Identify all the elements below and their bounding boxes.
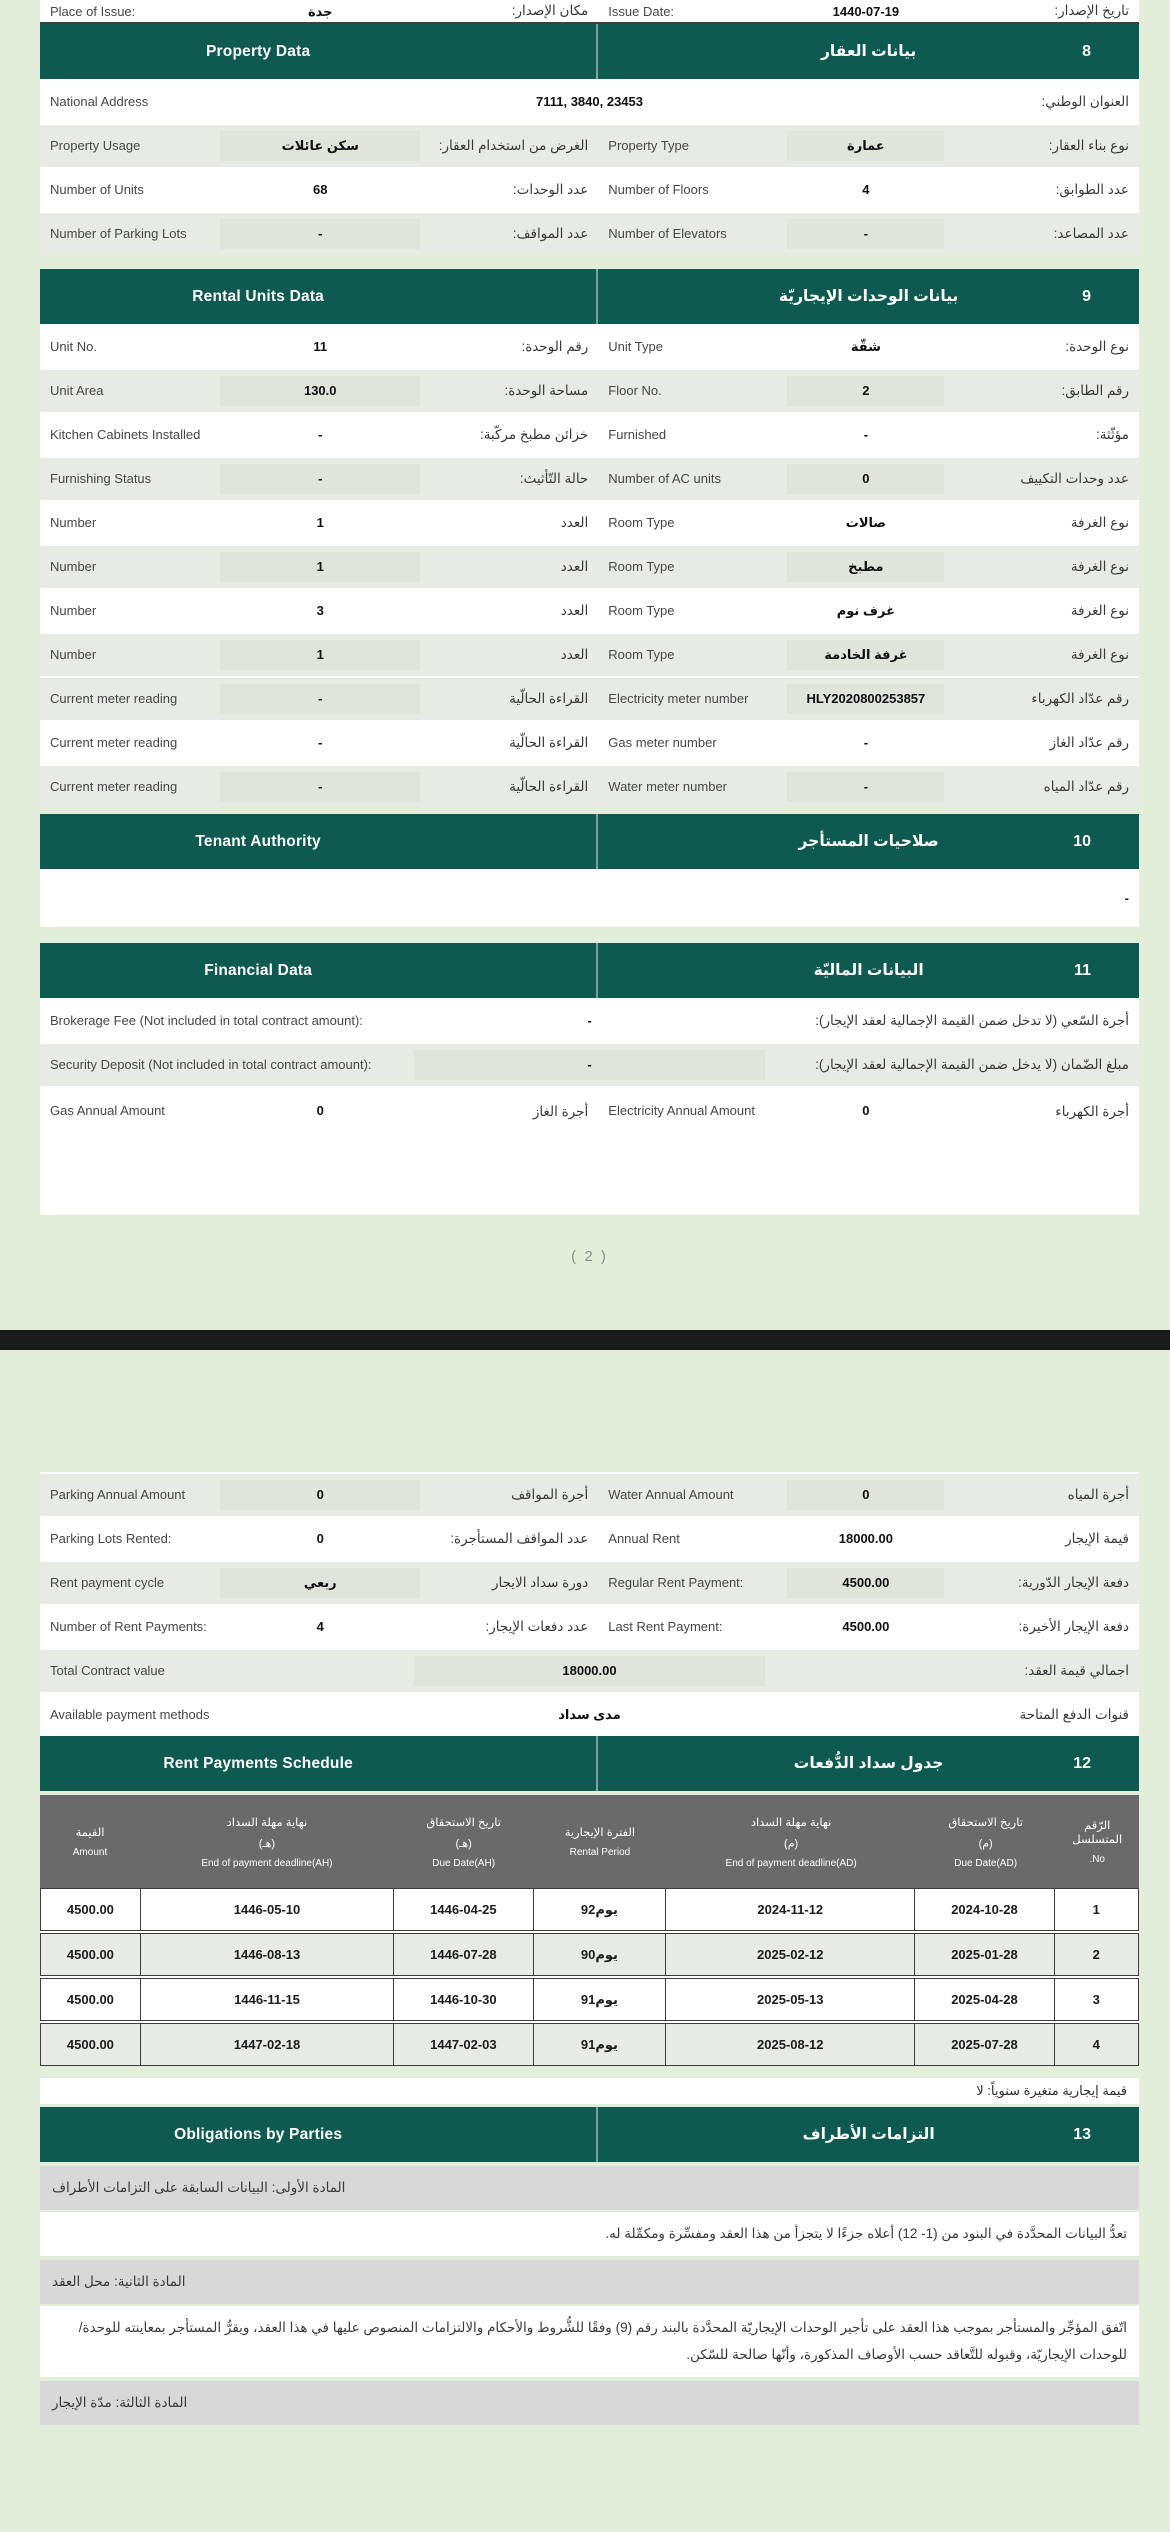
- table-row: [40, 456, 1139, 500]
- page-2-content: [0, 0, 1170, 1265]
- field-value: 0: [862, 1103, 870, 1118]
- tenant-authority-body: [40, 869, 1139, 927]
- section-title-ar: بيانات الوحدات الإيجاريّة: [778, 288, 959, 305]
- field-label-ar: رقم عدّاد الكهرباء: [1031, 690, 1129, 706]
- field-label-en: Regular Rent Payment:: [608, 1574, 744, 1590]
- field-label-ar: القراءة الحالّية: [509, 690, 589, 706]
- section-header-right: [598, 2107, 1139, 2162]
- field-label-en: Parking Annual Amount: [50, 1486, 186, 1502]
- field-label-en: Room Type: [608, 602, 675, 618]
- field-label-ar: عدد دفعات الإيجار:: [485, 1618, 589, 1634]
- field-label-ar: عدد المواقف:: [512, 225, 589, 241]
- section-number: 9: [1082, 287, 1091, 305]
- field-label-ar: القراءة الحالّية: [509, 778, 589, 794]
- section-title-ar: التزامات الأطراف: [802, 2126, 935, 2143]
- field-value: سكن عائلات: [220, 131, 420, 162]
- field-label-ar: نوع الغرفة: [1070, 558, 1129, 574]
- field-label-ar: نوع الغرفة: [1070, 646, 1129, 662]
- table-row: [40, 588, 1139, 632]
- field-value: 3: [316, 602, 324, 618]
- section-title-ar: البيانات الماليّة: [813, 962, 924, 979]
- field-label-en: Unit Area: [50, 382, 104, 398]
- section-title-en: Rent Payments Schedule: [40, 1736, 598, 1791]
- field-label-en: Number of Rent Payments:: [50, 1618, 207, 1634]
- field-label-en: Electricity meter number: [608, 690, 749, 706]
- payment-cell: 4: [1092, 2037, 1100, 2052]
- payment-cell: 4500.00: [41, 1979, 141, 2020]
- section-title-en: Tenant Authority: [40, 814, 598, 869]
- table-row: [40, 1692, 1139, 1736]
- field-label-ar: مبلغ الضّمان (لا يدخل ضمن القيمة الإجمالية لعقد الإيجار):: [815, 1056, 1129, 1072]
- field-label-en: Brokerage Fee (Not included in total contract amount):: [50, 1012, 363, 1028]
- field-value: 1440-07-19: [832, 4, 900, 20]
- section-header-right: [598, 1736, 1139, 1791]
- table-row: [40, 544, 1139, 588]
- payment-cell: 2024-10-28: [915, 1889, 1054, 1930]
- field-label-en: Room Type: [608, 514, 675, 530]
- field-value: -: [318, 734, 323, 750]
- field-label-ar: العدد: [560, 514, 589, 530]
- field-label-en: Unit No.: [50, 338, 97, 354]
- field-value: 1: [316, 514, 324, 530]
- section-rental-units: [40, 269, 1139, 808]
- field-label-en: Property Type: [608, 137, 689, 153]
- section-title-ar: بيانات العقار: [821, 43, 917, 60]
- field-label-ar: نوع بناء العقار:: [1048, 137, 1129, 153]
- field-label-en: Number of Parking Lots: [50, 225, 187, 241]
- field-label-ar: تاريخ الإصدار:: [1054, 3, 1129, 18]
- financial-continued-rows: [40, 1472, 1139, 1736]
- field-value: -: [414, 1050, 766, 1081]
- payments-header-row: [40, 1795, 1139, 1888]
- payments-column-header: تاريخ الاستحقاق (م) Due Date(AD): [948, 1816, 1023, 1869]
- section-title-ar: صلاحيات المستأجر: [798, 833, 939, 850]
- field-value: مدى سداد: [558, 1706, 621, 1722]
- payment-cell: 2025-07-28: [915, 2024, 1054, 2065]
- payments-column-header: نهاية مهلة السداد (م) End of payment deadline(AD): [725, 1816, 857, 1869]
- section-property-data: [40, 24, 1139, 255]
- section-title-en: Property Data: [40, 24, 598, 79]
- field-value: 18000.00: [414, 1656, 766, 1687]
- field-label-en: Number: [50, 558, 97, 574]
- payment-cell: 2025-08-12: [666, 2024, 915, 2065]
- section-header-right: [598, 24, 1139, 79]
- field-label-en: Total Contract value: [50, 1662, 165, 1678]
- field-label-ar: مؤثّثة:: [1095, 426, 1129, 442]
- clause-heading: المادة الثالثة: مدّة الإيجار: [40, 2381, 1139, 2425]
- field-label-ar: رقم عدّاد الغاز: [1049, 734, 1129, 750]
- field-label-ar: عدد المصاعد:: [1053, 225, 1129, 241]
- section-rent-payments: [40, 1736, 1139, 2104]
- page-number: ( 2 ): [571, 1248, 608, 1265]
- section-title-en: Financial Data: [40, 943, 598, 998]
- field-label-ar: أجرة المواقف: [511, 1486, 589, 1502]
- field-value: -: [220, 772, 420, 803]
- payment-cell: 4500.00: [41, 2024, 141, 2065]
- field-value: -: [220, 219, 420, 250]
- field-value: 11: [313, 338, 328, 354]
- clause-text: تعدُّ البيانات المحدَّدة في البنود من (1- 12) أعلاه جزءًا لا يتجزأ من هذا العقد ومفسِّرة ومكمِّلة له.: [40, 2212, 1139, 2256]
- field-value: -: [587, 1012, 592, 1028]
- field-label-ar: العدد: [560, 602, 589, 618]
- field-label-en: Number: [50, 646, 97, 662]
- payments-column-header: نهاية مهلة السداد (هـ) End of payment deadline(AH): [201, 1816, 333, 1869]
- payments-column-header: الفترة الإيجارية Rental Period: [564, 1827, 636, 1858]
- table-row: [40, 1604, 1139, 1648]
- table-row: [40, 1086, 1139, 1215]
- table-row: [40, 1648, 1139, 1692]
- table-row: [40, 167, 1139, 211]
- payment-cell: 2025-02-12: [666, 1934, 915, 1975]
- field-value: -: [863, 734, 869, 750]
- field-label-ar: نوع الوحدة:: [1065, 338, 1129, 354]
- field-value: مطبخ: [787, 552, 944, 583]
- section-number: 11: [1074, 961, 1091, 979]
- section-rows: [40, 324, 1139, 808]
- section-header: [40, 943, 1139, 998]
- payment-cell: 91يوم: [534, 1979, 667, 2020]
- field-label-en: Room Type: [608, 646, 675, 662]
- field-value: 2: [787, 376, 944, 407]
- section-header: [40, 2107, 1139, 2162]
- field-label-ar: قيمة الإيجار: [1065, 1530, 1129, 1546]
- field-label-ar: رقم الوحدة:: [521, 338, 589, 354]
- table-row: [40, 676, 1139, 720]
- field-value: -: [220, 684, 420, 715]
- field-label-ar: عدد المواقف المستأجرة:: [450, 1530, 589, 1546]
- empty-value-dash: -: [1124, 890, 1129, 906]
- table-row: [40, 632, 1139, 676]
- field-label-en: Place of Issue:: [50, 4, 136, 20]
- payments-column-header: القيمة Amount: [72, 1827, 108, 1858]
- payment-cell: 1446-11-15: [141, 1979, 394, 2020]
- field-value: 1: [220, 640, 420, 671]
- payment-cell: 1447-02-18: [141, 2024, 394, 2065]
- field-value: 7111, 3840, 23453: [535, 93, 643, 109]
- field-label-ar: عدد الطوابق:: [1055, 181, 1129, 197]
- field-label-en: Issue Date:: [608, 4, 675, 20]
- variable-rent-note: قيمة إيجارية متغيرة سنوياً: لا: [40, 2078, 1139, 2104]
- payment-cell: 91يوم: [534, 2024, 667, 2065]
- field-value: -: [787, 219, 944, 250]
- clause-text: اتّفق المؤجِّر والمستأجر بموجب هذا العقد على تأجير الوحدات الإيجاريّة المحدَّدة بالبند رقم (9) وفقًا للشُّروط والأحكام والالتزامات المنصوص عليها في هذا العقد، ويقرُّ المستأجر بمعاينته للوحدة/للوحدات الإيجاريّة، وقبوله للتَّعاقد حسب الأوصاف المذكورة، وأنّها صالحة للسّكن.: [40, 2306, 1139, 2377]
- field-label-en: Property Usage: [50, 137, 141, 153]
- field-label-en: Number of Elevators: [608, 225, 727, 241]
- field-label-ar: نوع الغرفة: [1070, 602, 1129, 618]
- section-number: 10: [1073, 832, 1091, 850]
- payment-cell: 4500.00: [41, 1934, 141, 1975]
- clause-heading: المادة الثانية: محل العقد: [40, 2260, 1139, 2304]
- field-label-ar: العدد: [560, 646, 589, 662]
- table-row: [40, 324, 1139, 368]
- table-row: [40, 1042, 1139, 1086]
- payment-cell: 2025-01-28: [915, 1934, 1054, 1975]
- field-value: 4: [316, 1618, 324, 1634]
- field-value: -: [220, 464, 420, 495]
- field-value: 130.0: [220, 376, 420, 407]
- field-label-en: Current meter reading: [50, 690, 178, 706]
- section-obligations: [40, 2107, 1139, 2425]
- section-header: [40, 1736, 1139, 1791]
- clause-heading: المادة الأولى: البيانات السابقة على التزامات الأطراف: [40, 2166, 1139, 2210]
- field-label-ar: الغرض من استخدام العقار:: [438, 137, 589, 153]
- field-label-en: Current meter reading: [50, 778, 178, 794]
- field-label-ar: خزائن مطبخ مركّبة:: [479, 426, 589, 442]
- section-title-en: Rental Units Data: [40, 269, 598, 324]
- field-value: غرف نوم: [836, 602, 895, 618]
- section-financial-data: [40, 943, 1139, 1215]
- field-label-en: Number: [50, 602, 97, 618]
- table-row: [40, 1516, 1139, 1560]
- table-row: [40, 500, 1139, 544]
- payments-column-header: تاريخ الاستحقاق (هـ) Due Date(AH): [426, 1816, 501, 1869]
- section-title-ar: جدول سداد الدُّفعات: [793, 1755, 944, 1772]
- field-label-en: Gas meter number: [608, 734, 717, 750]
- payments-column-header: الرّقم المتسلسل .No: [1072, 1820, 1123, 1865]
- page-3-content: [0, 1350, 1170, 2425]
- field-value: غرفة الخادمة: [787, 640, 944, 671]
- section-header-right: [598, 814, 1139, 869]
- payment-cell: 92يوم: [534, 1889, 667, 1930]
- field-value: 0: [316, 1530, 324, 1546]
- field-value: صالات: [845, 514, 886, 530]
- payment-cell: 2025-04-28: [915, 1979, 1054, 2020]
- field-value: جدة: [307, 4, 333, 20]
- table-row: [40, 412, 1139, 456]
- table-row: [40, 720, 1139, 764]
- payment-row: [40, 1978, 1139, 2021]
- section-rows: [40, 998, 1139, 1215]
- payment-row: [40, 1933, 1139, 1976]
- field-label-en: Floor No.: [608, 382, 662, 398]
- field-label-ar: حالة التّأثيث:: [519, 470, 589, 486]
- field-label-en: Available payment methods: [50, 1706, 210, 1722]
- table-row: [40, 1472, 1139, 1516]
- field-label-en: Parking Lots Rented:: [50, 1530, 172, 1546]
- field-label-en: Water meter number: [608, 778, 728, 794]
- section-header: [40, 269, 1139, 324]
- section-title-en: Obligations by Parties: [40, 2107, 598, 2162]
- payment-cell: 1447-02-03: [394, 2024, 533, 2065]
- payments-body: [40, 1888, 1139, 2066]
- field-value: 4: [862, 181, 870, 197]
- field-label-ar: مساحة الوحدة:: [504, 382, 589, 398]
- field-label-en: Electricity Annual Amount: [608, 1103, 755, 1118]
- payment-cell: 2: [1092, 1947, 1100, 1962]
- field-label-en: Furnishing Status: [50, 470, 152, 486]
- table-row: [40, 764, 1139, 808]
- field-value: 4500.00: [787, 1568, 944, 1599]
- field-value: 68: [313, 181, 328, 197]
- field-label-en: National Address: [50, 93, 149, 109]
- field-label-ar: القراءة الحالّية: [509, 734, 589, 750]
- field-label-ar: رقم عدّاد المياه: [1043, 778, 1129, 794]
- table-row: [40, 211, 1139, 255]
- page-break-divider: [0, 1330, 1170, 1350]
- field-label-en: Number of Floors: [608, 181, 709, 197]
- field-label-en: Number of Units: [50, 181, 144, 197]
- field-value: HLY2020800253857: [787, 684, 944, 715]
- payment-cell: 3: [1092, 1992, 1100, 2007]
- field-label-ar: دفعة الإيجار الأخيرة:: [1018, 1618, 1129, 1634]
- section-number: 13: [1073, 2125, 1091, 2143]
- field-value: عمارة: [787, 131, 944, 162]
- table-row: [40, 123, 1139, 167]
- table-row: [40, 79, 1139, 123]
- field-value: 18000.00: [838, 1530, 893, 1546]
- section-number: 12: [1073, 1754, 1091, 1772]
- field-value: شقّة: [850, 338, 881, 354]
- field-label-en: Last Rent Payment:: [608, 1618, 723, 1634]
- field-value: ربعي: [220, 1568, 420, 1599]
- field-label-ar: اجمالي قيمة العقد:: [1024, 1662, 1129, 1678]
- field-label-ar: دورة سداد الايجار: [491, 1574, 589, 1590]
- field-label-ar: العنوان الوطني:: [1041, 93, 1129, 109]
- payment-cell: 4500.00: [41, 1889, 141, 1930]
- table-row: [40, 998, 1139, 1042]
- field-label-ar: مكان الإصدار:: [511, 3, 589, 18]
- field-label-en: Annual Rent: [608, 1530, 680, 1546]
- field-label-ar: عدد وحدات التكييف: [1020, 470, 1129, 486]
- field-label-en: Number of AC units: [608, 470, 721, 486]
- field-label-en: Security Deposit (Not included in total contract amount):: [50, 1056, 372, 1072]
- payment-row: [40, 1888, 1139, 1931]
- payment-cell: 1446-05-10: [141, 1889, 394, 1930]
- field-label-ar: أجرة المياه: [1067, 1486, 1129, 1502]
- field-value: 0: [787, 464, 944, 495]
- payment-cell: 90يوم: [534, 1934, 667, 1975]
- field-label-ar: رقم الطابق:: [1061, 382, 1129, 398]
- section-tenant-authority: [40, 814, 1139, 927]
- issue-info-row: [40, 0, 1139, 24]
- table-row: [40, 368, 1139, 412]
- section-header: [40, 24, 1139, 79]
- table-row: [40, 1560, 1139, 1604]
- field-value: 0: [316, 1103, 324, 1118]
- field-label-en: Rent payment cycle: [50, 1574, 165, 1590]
- payment-cell: 2025-05-13: [666, 1979, 915, 2020]
- field-label-en: Gas Annual Amount: [50, 1103, 165, 1118]
- field-label-en: Water Annual Amount: [608, 1486, 734, 1502]
- clauses: [40, 2166, 1139, 2425]
- payment-row: [40, 2023, 1139, 2066]
- section-header-right: [598, 269, 1139, 324]
- section-number: 8: [1082, 42, 1091, 60]
- payment-cell: 1446-10-30: [394, 1979, 533, 2020]
- field-value: -: [318, 426, 323, 442]
- field-label-ar: دفعة الإيجار الدّورية:: [1017, 1574, 1129, 1590]
- field-value: -: [863, 426, 869, 442]
- payment-cell: 1446-04-25: [394, 1889, 533, 1930]
- field-label-ar: قنوات الدفع المتاحة: [1019, 1706, 1129, 1722]
- field-value: -: [787, 772, 944, 803]
- field-label-ar: عدد الوحدات:: [512, 181, 589, 197]
- field-label-en: Kitchen Cabinets Installed: [50, 426, 201, 442]
- field-value: 4500.00: [842, 1618, 890, 1634]
- section-header: [40, 814, 1139, 869]
- payment-cell: 1446-07-28: [394, 1934, 533, 1975]
- field-label-en: Furnished: [608, 426, 667, 442]
- field-value: 1: [220, 552, 420, 583]
- field-label-ar: نوع الغرفة: [1070, 514, 1129, 530]
- field-label-ar: أجرة السّعي (لا تدخل ضمن القيمة الإجمالية لعقد الإيجار):: [815, 1012, 1129, 1028]
- field-label-ar: العدد: [560, 558, 589, 574]
- field-label-ar: أجرة الغاز: [532, 1104, 589, 1119]
- payment-cell: 1446-08-13: [141, 1934, 394, 1975]
- payment-cell: 1: [1092, 1902, 1100, 1917]
- field-label-en: Unit Type: [608, 338, 663, 354]
- payment-cell: 2024-11-12: [666, 1889, 915, 1930]
- field-value: 0: [787, 1480, 944, 1511]
- section-rows: [40, 79, 1139, 255]
- field-label-en: Number: [50, 514, 97, 530]
- section-header-right: [598, 943, 1139, 998]
- field-label-en: Room Type: [608, 558, 675, 574]
- field-label-en: Current meter reading: [50, 734, 178, 750]
- field-value: 0: [220, 1480, 420, 1511]
- field-label-ar: أجرة الكهرباء: [1055, 1104, 1129, 1119]
